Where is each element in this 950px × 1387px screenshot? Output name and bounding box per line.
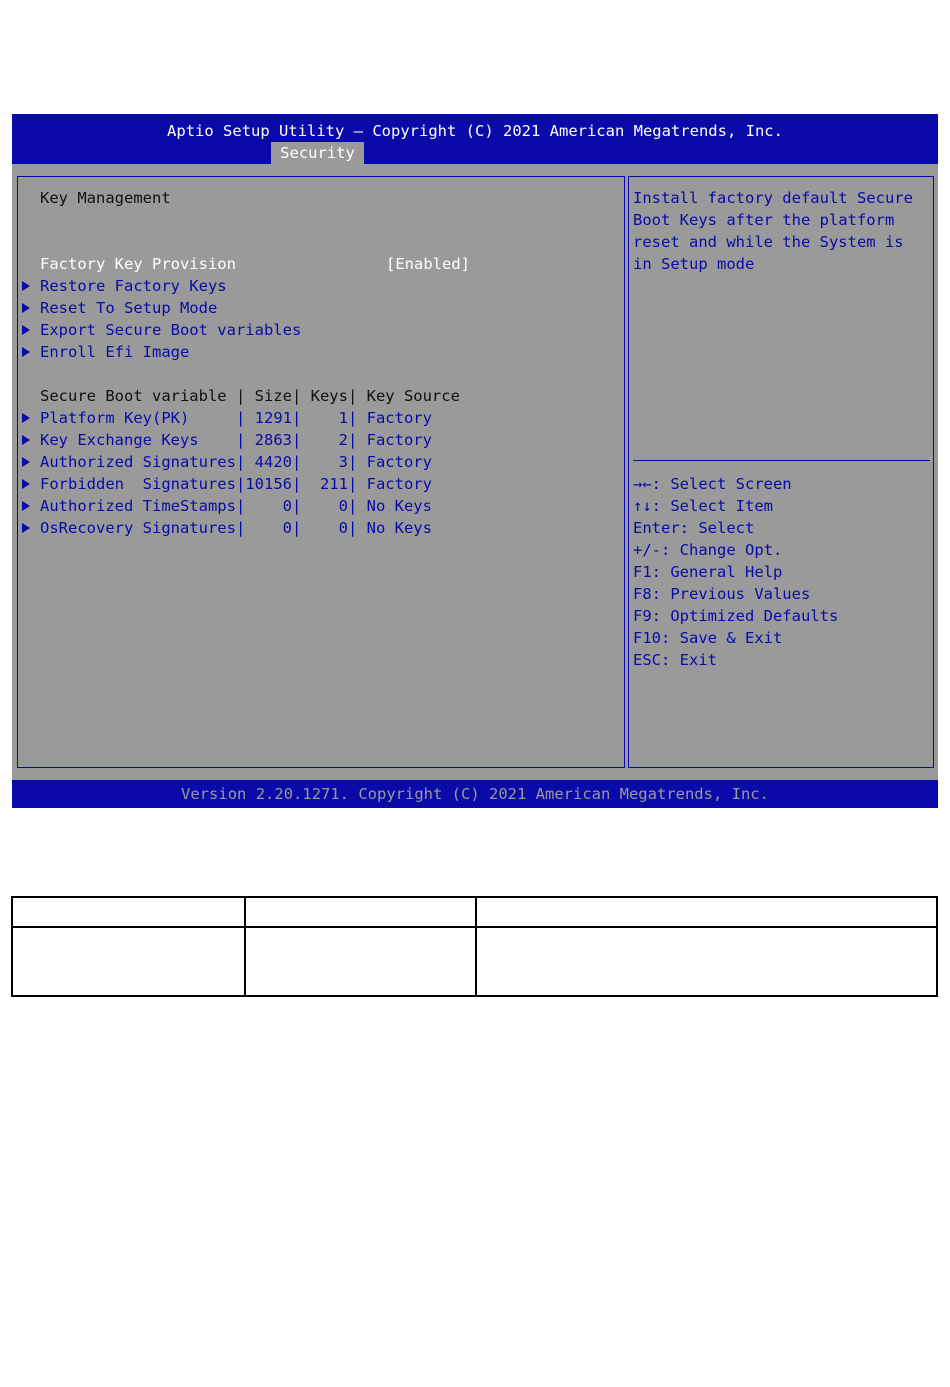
enroll-efi-image-item[interactable]: Enroll Efi Image xyxy=(40,343,190,361)
key-hint-previous-values: F8: Previous Values xyxy=(633,585,811,603)
key-hint-optimized-defaults: F9: Optimized Defaults xyxy=(633,607,839,625)
forbidden-signatures-row-values: |10156| 211| Factory xyxy=(236,475,432,493)
factory-key-provision-value[interactable]: [Enabled] xyxy=(386,255,470,273)
key-exchange-keys-row[interactable]: Key Exchange Keys xyxy=(40,431,236,449)
help-text-line: Boot Keys after the platform xyxy=(633,211,895,229)
osrecovery-signatures-row[interactable]: OsRecovery Signatures xyxy=(40,519,236,537)
help-text-line: in Setup mode xyxy=(633,255,755,273)
table-column-divider xyxy=(244,898,246,995)
table-column-divider xyxy=(475,898,477,995)
osrecovery-signatures-row-values: | 0| 0| No Keys xyxy=(236,519,432,537)
authorized-timestamps-row[interactable]: Authorized TimeStamps xyxy=(40,497,236,515)
submenu-arrow-icon xyxy=(22,303,30,313)
platform-key-row-values: | 1291| 1| Factory xyxy=(236,409,432,427)
key-hint-enter: Enter: Select xyxy=(633,519,755,537)
tab-security[interactable]: Security xyxy=(271,142,364,164)
submenu-arrow-icon xyxy=(22,523,30,533)
submenu-arrow-icon xyxy=(22,347,30,357)
platform-key-row[interactable]: Platform Key(PK) xyxy=(40,409,236,427)
help-divider xyxy=(633,460,930,461)
app-title: Aptio Setup Utility – Copyright (C) 2021 American Megatrends, Inc. xyxy=(167,122,783,140)
submenu-arrow-icon xyxy=(22,457,30,467)
help-text-line: Install factory default Secure xyxy=(633,189,913,207)
factory-key-provision-label[interactable]: Factory Key Provision xyxy=(40,255,236,273)
reset-to-setup-mode-item[interactable]: Reset To Setup Mode xyxy=(40,299,218,317)
submenu-arrow-icon xyxy=(22,435,30,445)
forbidden-signatures-row[interactable]: Forbidden Signatures xyxy=(40,475,236,493)
version-text: Version 2.20.1271. Copyright (C) 2021 American Megatrends, Inc. xyxy=(181,785,769,803)
authorized-signatures-row-values: | 4420| 3| Factory xyxy=(236,453,432,471)
key-hint-esc-exit: ESC: Exit xyxy=(633,651,717,669)
key-exchange-keys-row-values: | 2863| 2| Factory xyxy=(236,431,432,449)
submenu-arrow-icon xyxy=(22,281,30,291)
export-secure-boot-variables-item[interactable]: Export Secure Boot variables xyxy=(40,321,302,339)
authorized-timestamps-row-values: | 0| 0| No Keys xyxy=(236,497,432,515)
footer-bar xyxy=(12,780,938,808)
secure-boot-table-header: Secure Boot variable | Size| Keys| Key Source xyxy=(40,387,460,405)
empty-table xyxy=(11,896,938,997)
title-bar xyxy=(12,114,938,164)
submenu-arrow-icon xyxy=(22,325,30,335)
section-title: Key Management xyxy=(40,189,171,207)
authorized-signatures-row[interactable]: Authorized Signatures xyxy=(40,453,236,471)
key-hint-general-help: F1: General Help xyxy=(633,563,783,581)
restore-factory-keys-item[interactable]: Restore Factory Keys xyxy=(40,277,227,295)
submenu-arrow-icon xyxy=(22,479,30,489)
help-text-line: reset and while the System is xyxy=(633,233,904,251)
submenu-arrow-icon xyxy=(22,413,30,423)
help-pane xyxy=(628,176,934,768)
key-hint-select-item: ↑↓: Select Item xyxy=(633,497,773,515)
key-hint-select-screen: →←: Select Screen xyxy=(633,475,792,493)
submenu-arrow-icon xyxy=(22,501,30,511)
bios-screen xyxy=(12,114,938,808)
key-hint-save-exit: F10: Save & Exit xyxy=(633,629,783,647)
key-hint-change-opt: +/-: Change Opt. xyxy=(633,541,783,559)
settings-pane xyxy=(17,176,625,768)
